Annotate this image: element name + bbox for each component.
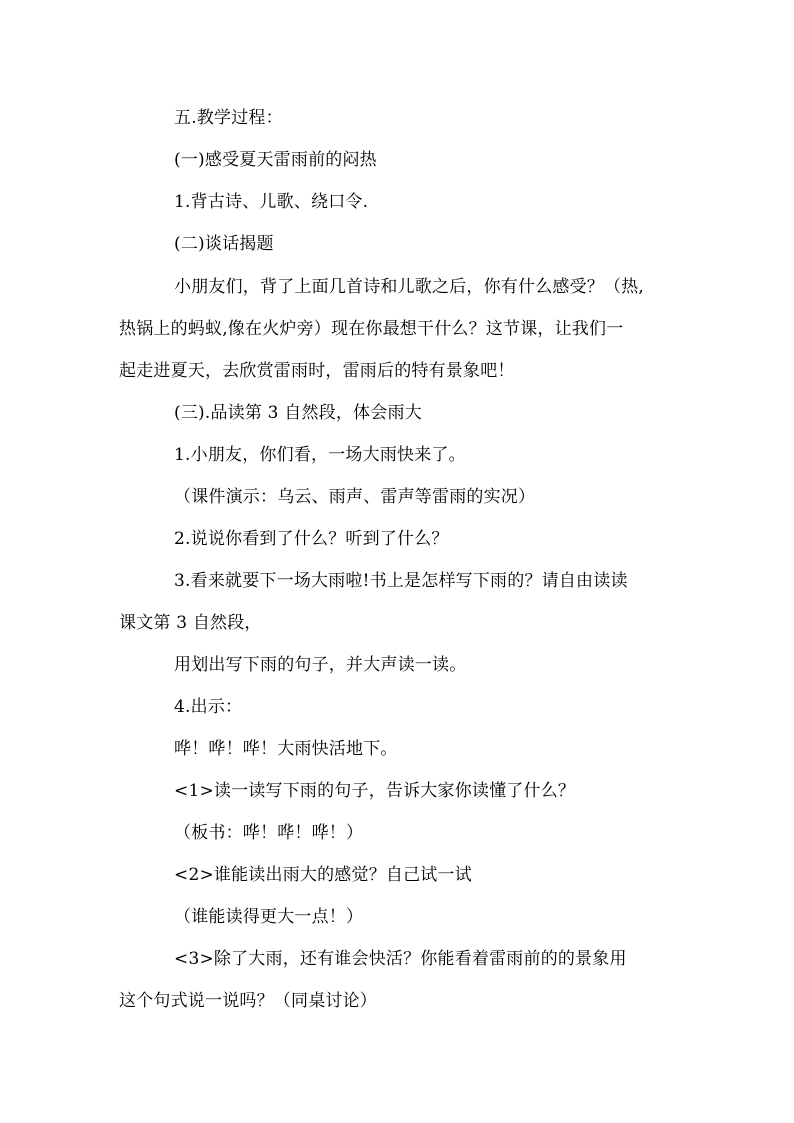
subheading-2: (二)谈话揭题 [174,234,274,254]
subheading-3: (三).品读第 3 自然段，体会雨大 [174,403,422,423]
paragraph-line: <1>读一读写下雨的句子，告诉大家你读懂了什么？ [174,781,576,801]
paragraph-line: 这个句式说一说吗？（同桌讨论） [119,991,377,1011]
paragraph-line: 起走进夏天，去欣赏雷雨时，雷雨后的特有景象吧！ [119,361,515,381]
paragraph-line: 小朋友们，背了上面几首诗和儿歌之后，你有什么感受？（热, [174,277,645,297]
paragraph-line: 课文第 3 自然段， [119,613,262,633]
paragraph-line: 3.看来就要下一场大雨啦!书上是怎样写下雨的？请自由读读 [174,571,628,591]
paragraph-line: 热锅上的蚂蚁,像在火炉旁）现在你最想干什么？这节课，让我们一 [119,319,624,339]
paragraph-line: <2>谁能读出雨大的感觉？自己试一试 [174,865,472,885]
paragraph-line: （谁能读得更大一点！） [174,907,364,927]
paragraph-line: 4.出示： [174,697,243,717]
paragraph-line: 1.背古诗、儿歌、绕口令. [174,192,369,212]
section-heading-teaching-process: 五.教学过程： [174,108,283,128]
paragraph-line: 用划出写下雨的句子，并大声读一读。 [174,655,467,675]
paragraph-line: （课件演示：乌云、雨声、雷声等雷雨的实况） [174,487,536,507]
subheading-1: (一)感受夏天雷雨前的闷热 [174,150,377,170]
paragraph-line: （板书：哗！哗！哗！） [174,823,364,843]
paragraph-line: 2.说说你看到了什么？听到了什么？ [174,529,449,549]
paragraph-line: <3>除了大雨，还有谁会快活？你能看着雷雨前的的景象用 [174,949,627,969]
paragraph-line: 1.小朋友，你们看，一场大雨快来了。 [174,445,466,465]
paragraph-line: 哗！哗！哗！大雨快活地下。 [174,739,398,759]
